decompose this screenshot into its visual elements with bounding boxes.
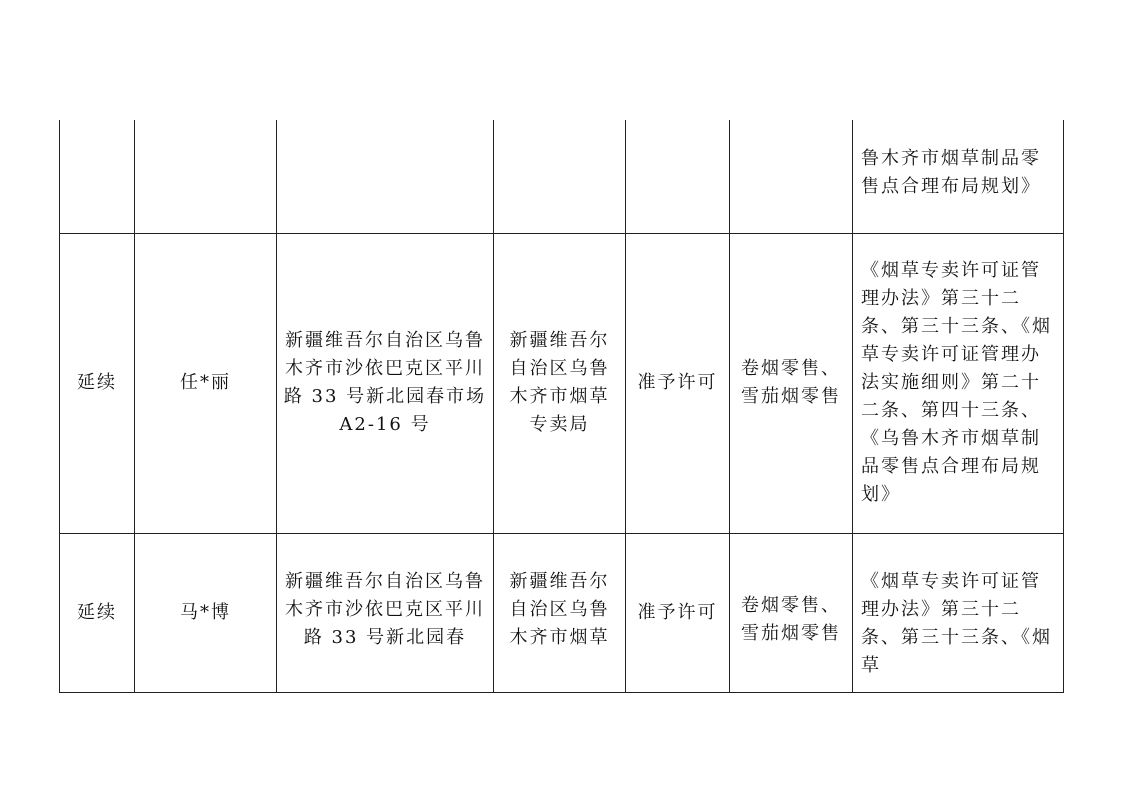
- type-cell: 延续: [60, 233, 135, 533]
- scope-cell: [730, 533, 853, 692]
- decision-cell: 准予许可: [626, 533, 730, 692]
- name-cell: 任*丽: [135, 233, 277, 533]
- scope-cell: 卷烟零售、雪茄烟零售: [730, 233, 853, 533]
- basis-text: 《烟草专卖许可证管理办法》第三十二条、第三十三条、《烟草: [861, 570, 1052, 676]
- basis-cell: [853, 533, 1064, 692]
- type-cell: [60, 120, 135, 233]
- authority-text: 新疆维吾尔自治区乌鲁木齐市烟草: [509, 570, 610, 648]
- address-cell: [277, 533, 494, 692]
- scope-text: 卷烟零售、雪茄烟零售: [741, 594, 841, 644]
- authority-cell: [494, 120, 626, 233]
- basis-cell: 鲁木齐市烟草制品零售点合理布局规划》: [853, 120, 1064, 233]
- name-cell: [135, 120, 277, 233]
- table-row: [60, 120, 1064, 233]
- name-cell: 马*博: [135, 533, 277, 692]
- address-text: 新疆维吾尔自治区乌鲁木齐市沙依巴克区平川路 33 号新北园春: [285, 570, 485, 648]
- decision-cell: [626, 120, 730, 233]
- basis-cell: 《烟草专卖许可证管理办法》第三十二条、第三十三条、《烟草专卖许可证管理办法实施细则》第二十二条、第四十三条、《乌鲁木齐市烟草制品零售点合理布局规划》: [853, 233, 1064, 533]
- address-cell: [277, 120, 494, 233]
- table-row: [60, 533, 1064, 692]
- authority-cell: [494, 533, 626, 692]
- type-cell: 延续: [60, 533, 135, 692]
- permit-table: [59, 120, 1064, 693]
- decision-cell: 准予许可: [626, 233, 730, 533]
- table-row: [60, 233, 1064, 533]
- scope-cell: [730, 120, 853, 233]
- authority-cell: 新疆维吾尔自治区乌鲁木齐市烟草专卖局: [494, 233, 626, 533]
- address-cell: 新疆维吾尔自治区乌鲁木齐市沙依巴克区平川路 33 号新北园春市场 A2-16 号: [277, 233, 494, 533]
